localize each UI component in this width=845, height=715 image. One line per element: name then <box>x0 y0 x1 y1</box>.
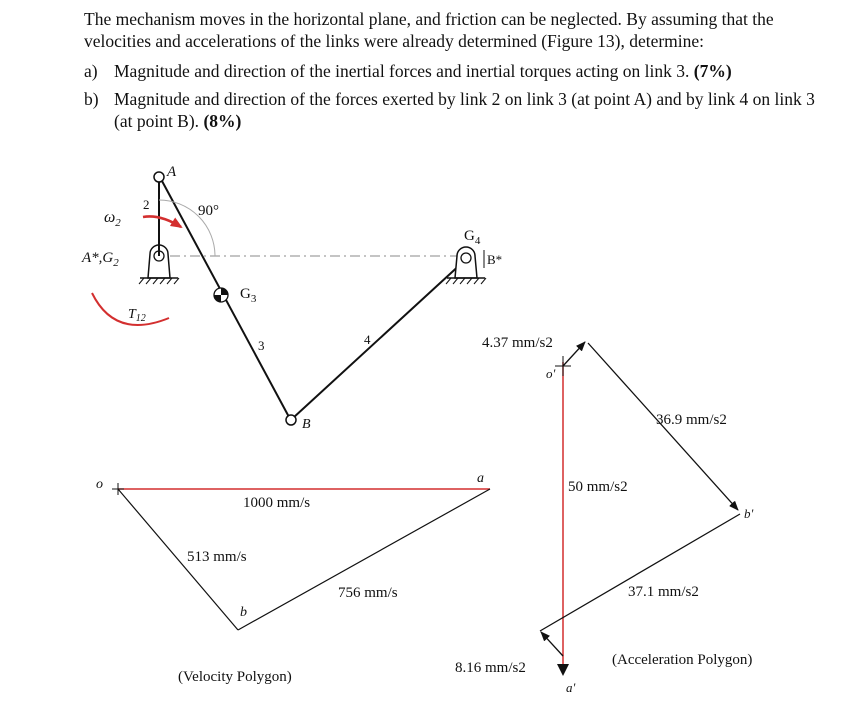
vel-oa-value: 1000 mm/s <box>243 495 311 511</box>
ground-pivot-b-star <box>446 247 486 284</box>
acc-t1-value: 36.9 mm/s2 <box>656 412 727 428</box>
vel-ab-value: 756 mm/s <box>338 585 398 601</box>
question-b-points: (8%) <box>203 111 242 131</box>
vel-ob-value: 513 mm/s <box>187 549 247 565</box>
question-b-text: Magnitude and direction of the forces exerted by link 2 on link 3 (at point A) and by link 4 on link 3 (at point B). <box>114 89 815 131</box>
acc-label-o: o' <box>546 366 556 381</box>
acc-label-a: a' <box>566 680 576 695</box>
omega2-arrow <box>143 216 181 227</box>
acc-n1 <box>563 342 585 366</box>
acceleration-polygon <box>455 335 754 695</box>
problem-intro: The mechanism moves in the horizontal plane, and friction can be neglected. By assuming that the velocities and accelerations of the links were already determined (Figure 13), determine: <box>84 9 774 51</box>
mechanism <box>81 164 502 432</box>
label-a-star-g2: $A*,G_2$ <box>82 250 119 269</box>
label-b-star: B* <box>487 252 503 267</box>
question-a-text: Magnitude and direction of the inertial forces and inertial torques acting on link 3. <box>114 61 690 81</box>
label-t12: $T_{12}$ <box>128 307 146 324</box>
vel-label-b: b <box>240 605 247 620</box>
acc-label-b: b' <box>744 506 754 521</box>
label-link3: 3 <box>258 338 265 353</box>
vel-label-o: o <box>96 477 103 492</box>
vel-label-a: a <box>477 471 484 486</box>
acc-n1-value: 4.37 mm/s2 <box>482 335 553 351</box>
acc-t2 <box>540 514 740 631</box>
acc-n2-value: 50 mm/s2 <box>568 479 628 495</box>
question-b-label: b) <box>84 89 99 109</box>
acc-t2-value: 37.1 mm/s2 <box>628 584 699 600</box>
joint-b <box>286 415 296 425</box>
label-b: B <box>302 417 311 432</box>
acc-a-prime-arrow <box>557 664 569 676</box>
acc-n3-value: 8.16 mm/s2 <box>455 660 526 676</box>
question-a-label: a) <box>84 61 98 81</box>
label-g3: $G_3$ <box>240 286 257 305</box>
velocity-polygon <box>96 471 490 685</box>
g3-mass-symbol <box>214 288 228 302</box>
link-4 <box>293 262 463 418</box>
label-omega2: $\omega_2$ <box>104 209 121 229</box>
label-link2: 2 <box>143 197 150 212</box>
label-link4: 4 <box>364 332 371 347</box>
label-g4: $G_4$ <box>464 228 481 247</box>
acc-caption: (Acceleration Polygon) <box>612 652 753 668</box>
label-angle: 90° <box>198 203 219 219</box>
vel-caption: (Velocity Polygon) <box>178 669 292 685</box>
joint-a <box>154 172 164 182</box>
question-a-points: (7%) <box>693 61 732 81</box>
acc-n2 <box>541 632 563 656</box>
label-a: A <box>167 164 177 180</box>
